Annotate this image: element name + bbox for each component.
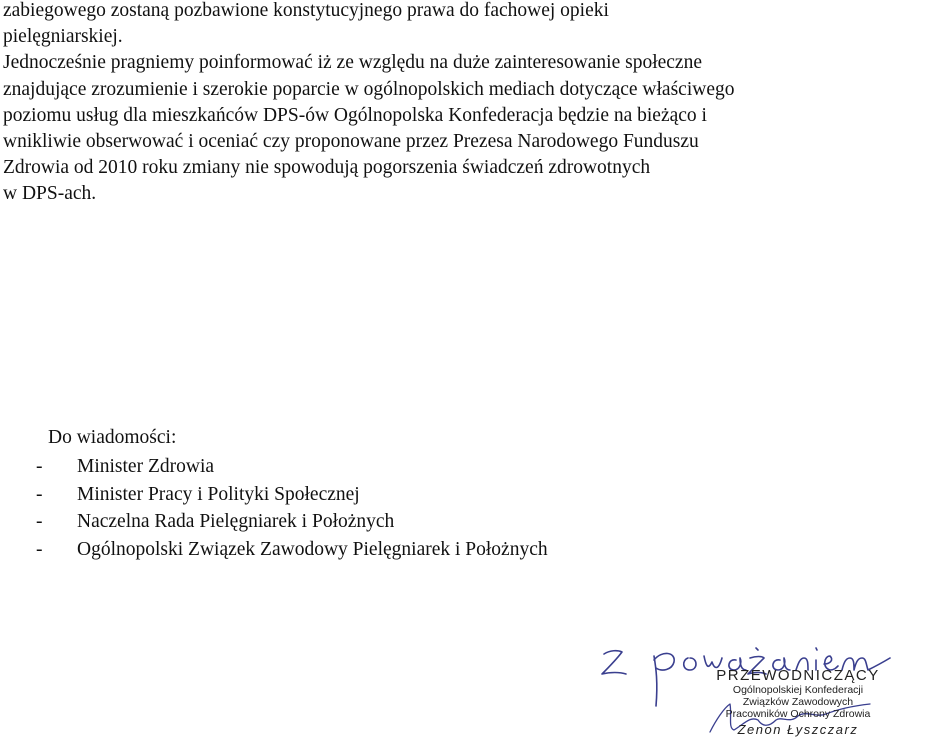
body-line-5: poziomu usług dla mieszkańców DPS-ów Ogólnopolska Konfederacja będzie na bieżąco i (3, 104, 707, 126)
distribution-list (36, 453, 548, 563)
signature-block (590, 620, 920, 747)
list-dash: - (36, 483, 43, 505)
stamp-title: PRZEWODNICZĄCY (716, 667, 880, 684)
distribution-item (36, 508, 548, 536)
body-line-4: znajdujące zrozumienie i szerokie poparcie w ogólnopolskich mediach dotyczące właściwego (3, 78, 735, 100)
recipient-label: Ogólnopolski Związek Zawodowy Pielęgniarek i Położnych (77, 538, 548, 560)
body-line-1: zabiegowego zostaną pozbawione konstytucyjnego prawa do fachowej opieki (3, 0, 609, 21)
list-dash: - (36, 456, 43, 477)
body-line-3: Jednocześnie pragniemy poinformować iż ze względu na duże zainteresowanie społeczne (3, 52, 702, 74)
stamp-org-line: Pracowników Ochrony Zdrowia (725, 708, 871, 720)
recipient-label: Minister Zdrowia (77, 456, 215, 477)
recipient-label: Naczelna Rada Pielęgniarek i Położnych (77, 511, 395, 532)
distribution-item (36, 453, 548, 481)
distribution-item (36, 481, 548, 509)
distribution-heading: Do wiadomości: (48, 427, 177, 448)
distribution-item (36, 536, 548, 564)
stamp-org-line: Związków Zawodowych (742, 696, 854, 708)
body-line-2: pielęgniarskiej. (3, 26, 123, 48)
body-line-7: Zdrowia od 2010 roku zmiany nie spowodują pogorszenia świadczeń zdrowotnych (3, 157, 651, 179)
list-dash: - (36, 511, 43, 532)
stamp-signatory-name: Zenon Łyszczarz (737, 722, 859, 737)
body-line-8: w DPS-ach. (3, 183, 97, 205)
body-line-6: wnikliwie obserwować i oceniać czy proponowane przez Prezesa Narodowego Funduszu (3, 131, 699, 153)
recipient-label: Minister Pracy i Polityki Społecznej (77, 483, 360, 505)
list-dash: - (36, 538, 43, 560)
official-stamp (698, 668, 898, 737)
letter-body (3, 0, 927, 208)
stamp-org-line: Ogólnopolskiej Konfederacji (732, 684, 864, 696)
